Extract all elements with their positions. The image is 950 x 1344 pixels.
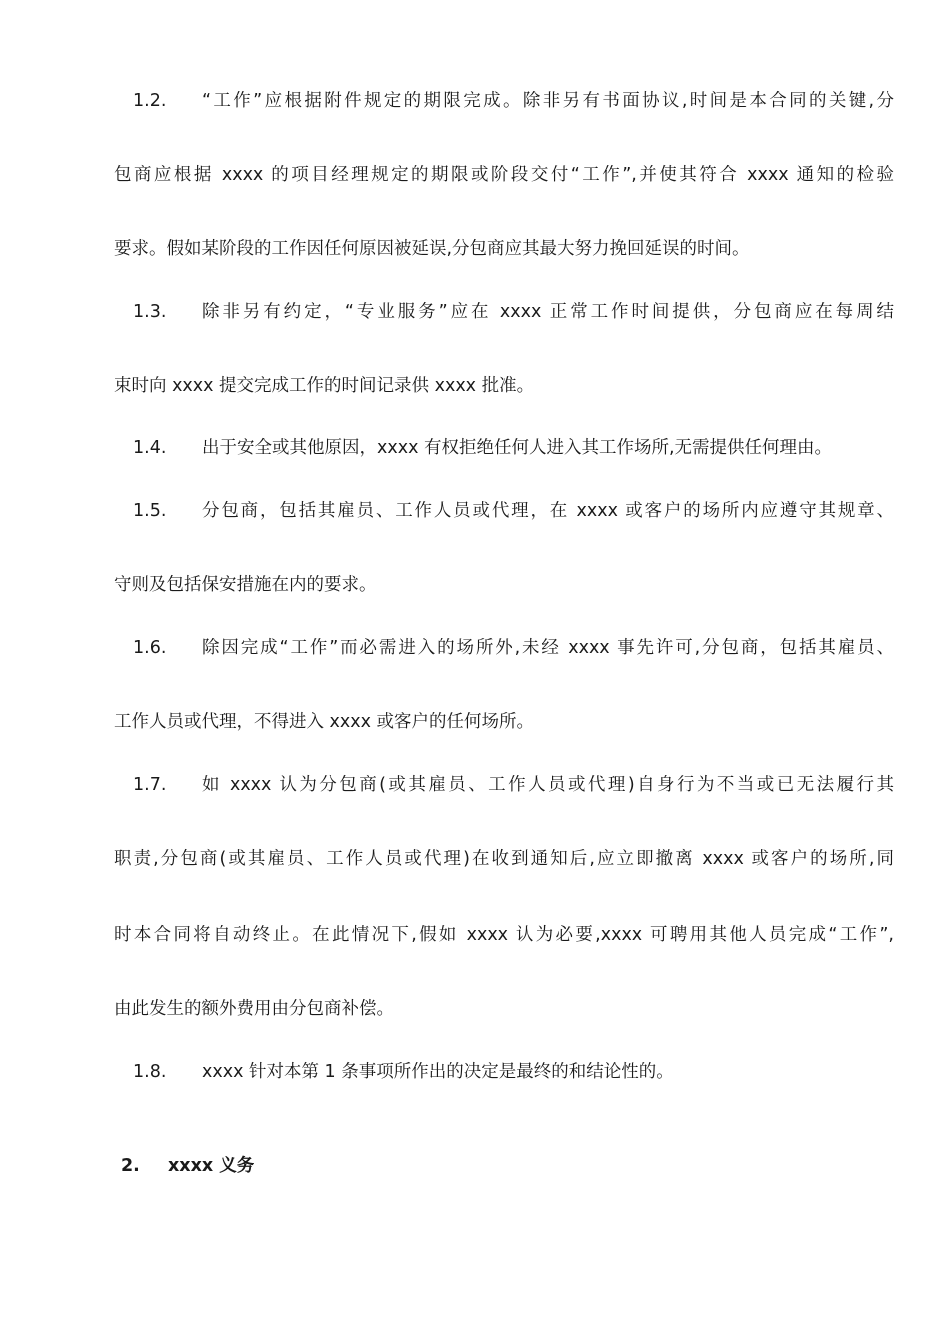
- clause-text-line: 除因完成“工作”而必需进入的场所外,未经 xxxx 事先许可,分包商，包括其雇员、: [202, 638, 894, 658]
- clause-number: 1.5.: [133, 501, 167, 521]
- clause-text-line: 守则及包括保安措施在内的要求。: [114, 575, 377, 595]
- clause-number: 1.3.: [133, 302, 167, 322]
- clause-number: 1.6.: [133, 638, 167, 658]
- clause-text-line: 分包商，包括其雇员、工作人员或代理，在 xxxx 或客户的场所内应遵守其规章、: [202, 501, 894, 521]
- clause-text-line: 除非另有约定，“专业服务”应在 xxxx 正常工作时间提供，分包商应在每周结: [202, 302, 894, 322]
- clause-text-line: 束时向 xxxx 提交完成工作的时间记录供 xxxx 批准。: [114, 376, 535, 396]
- clause-number: 1.8.: [133, 1062, 167, 1082]
- clause-text-line: 时本合同将自动终止。在此情况下,假如 xxxx 认为必要,xxxx 可聘用其他人员完成“工作”,: [114, 925, 894, 945]
- clause-number: 1.4.: [133, 438, 167, 458]
- clause-number: 1.7.: [133, 775, 167, 795]
- clause-text-line: 要求。假如某阶段的工作因任何原因被延误,分包商应其最大努力挽回延误的时间。: [114, 239, 750, 259]
- section-title: xxxx 义务: [168, 1156, 255, 1176]
- clause-number: 1.2.: [133, 91, 167, 111]
- clause-text-line: 出于安全或其他原因，xxxx 有权拒绝任何人进入其工作场所,无需提供任何理由。: [202, 438, 833, 458]
- clause-text-line: 如 xxxx 认为分包商(或其雇员、工作人员或代理)自身行为不当或已无法履行其: [202, 775, 894, 795]
- clause-text-line: “工作”应根据附件规定的期限完成。除非另有书面协议,时间是本合同的关键,分: [202, 91, 894, 111]
- clause-text-line: 包商应根据 xxxx 的项目经理规定的期限或阶段交付“工作”,并使其符合 xxxx 通知的检验: [114, 165, 894, 185]
- clause-text-line: xxxx 针对本第 1 条事项所作出的决定是最终的和结论性的。: [202, 1062, 674, 1082]
- clause-text-line: 由此发生的额外费用由分包商补偿。: [114, 999, 394, 1019]
- section-number: 2.: [121, 1156, 140, 1176]
- clause-text-line: 工作人员或代理，不得进入 xxxx 或客户的任何场所。: [114, 712, 535, 732]
- clause-text-line: 职责,分包商(或其雇员、工作人员或代理)在收到通知后,应立即撤离 xxxx 或客户的场所,同: [114, 849, 894, 869]
